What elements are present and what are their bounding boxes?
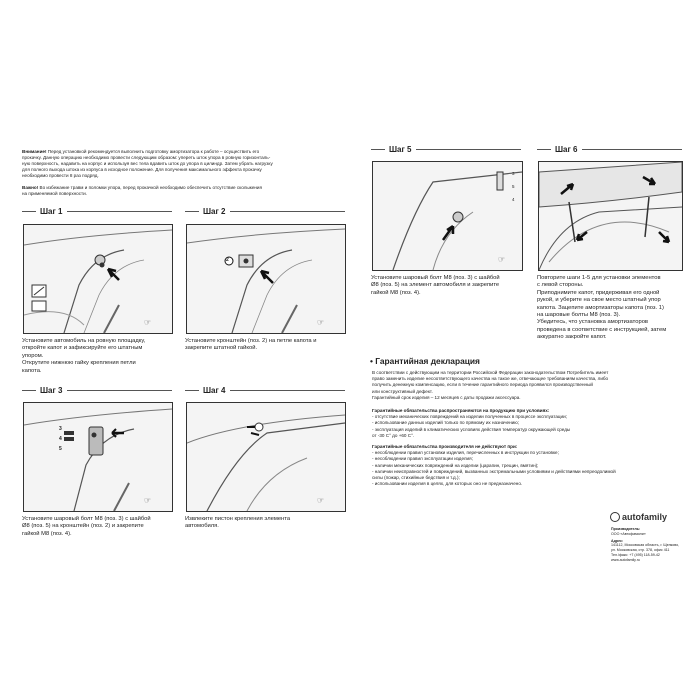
part-4: 4 — [512, 197, 515, 202]
step-5-header — [371, 145, 521, 154]
warranty-not-applies: Гарантийные обязательства производителя не действуют при: - несоблюдении правил установки изделия, перечисленных в инструкции по установке; - несоблюдении правил эксплуатации изделия; - наличии механических повреждений на изделии (царапин, трещин, вмятин); - наличии неисправностей и повреждений, вызванных экстремальными условиями и действиями непреодолимой силы (пожар, стихийные бедствия и т.д.); - использовании изделия в целях, для которых оно не предназначено. — [372, 444, 616, 487]
step-6-header — [537, 145, 682, 154]
svg-text:☞: ☞ — [317, 496, 325, 505]
svg-text:☞: ☞ — [144, 496, 152, 505]
warranty-title: • Гарантийная декларация — [370, 356, 480, 366]
callout-2: 2 — [226, 257, 229, 263]
part-5: 5 — [512, 184, 515, 189]
brand-logo: autofamily — [610, 512, 667, 522]
logo-icon — [610, 512, 620, 522]
step-4-image — [186, 402, 346, 512]
step-1-caption: Установите автомобиль на ровную площадку, откройте капот и зафиксируйте его штатным упором. Открутите нижнюю гайку крепления петли капота. — [22, 338, 146, 374]
svg-text:☞: ☞ — [144, 318, 152, 327]
step-4-caption: Извлеките пистон крепления элемента автомобиля. — [185, 516, 291, 530]
step-6-image — [538, 161, 683, 271]
step-5-caption: Установите шаровый болт М8 (поз. 3) с шайбой Ø8 (поз. 5) на элемент автомобиля и закрепите гайкой М8 (поз. 4). — [371, 275, 500, 296]
warranty-applies: Гарантийные обязательства распространяются на продукцию при условиях: - отсутствие механических повреждений на изделии полученных в процессе эксплуатации; - использование данных изделий только по прямому их назначению; - эксплуатация изделий в климатических условиях действия температур окружающей среды от -30 С° до +60 С°. — [372, 408, 571, 438]
warranty-intro: В соответствии с действующим на территории Российской Федерации законодательством Потребитель имеет право заменить изделие несоответствующего качества на такое же, отвечающее требованиям качества, либо получить денежную компенсацию, если в течение гарантийного периода проявился производственный или конструктивный дефект. Гарантийный срок изделия – 12 месяцев с даты продажи аксессуара. — [372, 370, 609, 400]
step-1-title: Шаг 1 — [40, 207, 63, 216]
callout-5: 5 — [59, 446, 62, 452]
callout-4: 4 — [59, 436, 62, 442]
step-2-title: Шаг 2 — [203, 207, 226, 216]
step-5-image — [372, 161, 523, 271]
step-3-title: Шаг 3 — [40, 386, 63, 395]
step-3-image — [23, 402, 173, 512]
step-1-header — [22, 207, 172, 216]
svg-text:☞: ☞ — [498, 255, 506, 264]
step-1-image — [23, 224, 173, 334]
step-4-title: Шаг 4 — [203, 386, 226, 395]
part-3: 3 — [512, 171, 515, 176]
intro-important: Важно! Во избежание травм и поломки упора, перед прокачкой необходимо обеспечить отсутствие скольжения на применяемой поверхности. — [22, 185, 262, 196]
warranty-not-applies-title: Гарантийные обязательства производителя не действуют при: — [372, 444, 518, 449]
step-6-title: Шаг 6 — [555, 145, 578, 154]
brand-info: Производитель: ООО «Автофамили» Адрес: 141112, Московская область, г. Щелково, ул. Московская, стр. 378, офис 411 Тел./факс: +7 (495) 118-59-42 www.autofamily.ru — [611, 527, 680, 562]
step-2-image — [186, 224, 346, 334]
warranty-applies-title: Гарантийные обязательства распространяются на продукцию при условиях: — [372, 408, 550, 413]
intro-warning: Внимание! Перед установкой рекомендуется выполнить подготовку амортизатора к работе – осуществить его прокачку. Данную операцию необходимо провести следующим образом: упереть шток упора в ровную горизонталь- ную поверхность, надавить на корпус и используя вес тела вдавить шток до упора в цилиндр. Затем убрать нагрузку для полного выхода штока из корпуса в исходное положение. Для получения максимального эффекта прокачку необходимо провести 8 раз подряд. — [22, 149, 273, 178]
callout-3: 3 — [59, 426, 62, 432]
step-3-caption: Установите шаровый болт М8 (поз. 3) с шайбой Ø8 (поз. 5) на кронштейн (поз. 2) и закрепите гайкой М8 (поз. 4). — [22, 516, 151, 537]
step-6-caption: Повторите шаги 1-5 для установки элементов с левой стороны. Приподнимите капот, придерживая его одной рукой, и уберите на свое место штатный упор капота. Зацепите амортизаторы капота (поз. 1) на шаровые болты М8 (поз. 3). Убедитесь, что установка амортизаторов проведена в соответствие с инструкцией, затем аккуратно закройте капот. — [537, 275, 667, 341]
step-5-title: Шаг 5 — [389, 145, 412, 154]
step-4-header — [185, 386, 345, 395]
important-label: Важно! — [22, 185, 39, 190]
warning-label: Внимание! — [22, 149, 47, 154]
svg-text:☞: ☞ — [317, 318, 325, 327]
step-2-header — [185, 207, 345, 216]
step-3-header — [22, 386, 172, 395]
step-2-caption: Установите кронштейн (поз. 2) на петле капота и закрепите штатной гайкой. — [185, 338, 317, 352]
